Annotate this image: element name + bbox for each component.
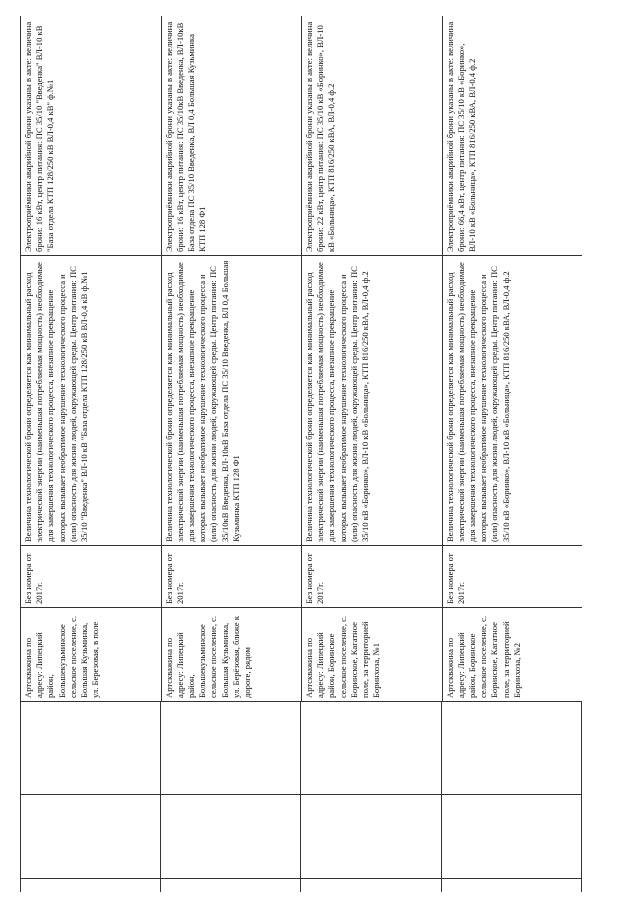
table-border bbox=[581, 702, 582, 892]
table-row bbox=[161, 16, 302, 702]
act-number-cell: Без номера от 2017г. bbox=[21, 546, 162, 608]
reservation-reason-cell: Величина технологической брони определяется как минимальный расход электрической энергии (наименьшая потребляемая мощность) необходимые для завершения технологического процесса, внезапное прекращение которых вызывает необратимое нарушение технологического процесса и (или) опасность для жизни людей, окружающей среды. Центр питания: ПС 35/10 кВ «Боринко», ВЛ-10 кВ «Больница», КТП 816/250 кВА, ВЛ-0,4 ф.2 bbox=[442, 256, 582, 546]
reservation-reason-cell: Величина технологической брони определяется как минимальный расход электрической энергии (наименьшая потребляемая мощность) необходимые для завершения технологического процесса, внезапное прекращение которых вызывает необратимое нарушение технологического процесса и (или) опасность для жизни людей, окружающей среды. Центр питания: ПС 35/10 "Введенка" ВЛ-10 кВ "База отдела КТП 128/250 кВ ВЛ-0,4 кВ ф.№1 bbox=[21, 256, 162, 546]
location-cell: Артскважина по адресу: Липецкий район, Боринское сельское поселение, с. Боринское, Кагатное поле, за территорией Боринхоза, №1 bbox=[302, 608, 443, 702]
table-row bbox=[302, 16, 443, 702]
emergency-reserve-cell: Электроприёмники аварийной брони указаны в акте: величина брони: 16 кВт, центр питания: ПС 35/10кВ Введенка, ВЛ-10кВ База отдела ПС 35/10 Введенка, ВЛ 0,4 Большая Кузьминка КТП 128 Ф1 bbox=[161, 16, 302, 256]
table-rule bbox=[20, 794, 582, 795]
reservation-reason-cell: Величина технологической брони определяется как минимальный расход электрической энергии (наименьшая потребляемая мощность) необходимые для завершения технологического процесса, внезапное прекращение которых вызывает необратимое нарушение технологического процесса и (или) опасность для жизни людей, окружающей среды. Центр питания: ПС 35/10 кВ «Боринко», ВЛ-10 кВ «Больница», КТП 816/250 кВА, ВЛ-0,4 ф.2 bbox=[302, 256, 443, 546]
act-number-cell: Без номера от 2017г. bbox=[302, 546, 443, 608]
rotated-table-region bbox=[20, 16, 582, 702]
reservation-table bbox=[20, 16, 582, 702]
emergency-reserve-cell: Электроприёмники аварийной брони указаны в акте: величина брони: 66,4 кВт, центр питания: ПС 35/10 кВ «Боринко», ВЛ-10 кВ «Больница», КТП 816/250 кВА, ВЛ-0,4 ф.2 bbox=[442, 16, 582, 256]
act-number-cell: Без номера от 2017г. bbox=[161, 546, 302, 608]
table-border bbox=[20, 702, 21, 892]
location-cell: Артскважина по адресу: Липецкий район, Большекузьминское сельское поселение, с. Большая Кузьминка, ул. Березовая, в поле bbox=[21, 608, 162, 702]
table-border bbox=[300, 702, 301, 892]
act-number-cell: Без номера от 2017г. bbox=[442, 546, 582, 608]
table-border bbox=[441, 702, 442, 892]
location-cell: Артскважина по адресу: Липецкий район, Большекузьминское сельское поселение, с. Большая Кузьминка, ул. Берёзовая, ближе к дороге, рядом bbox=[161, 608, 302, 702]
location-cell: Артскважина по адресу: Липецкий район, Боринское сельское поселение, с. Боринское, Кагатное поле, за территорией Боринхоза, №2 bbox=[442, 608, 582, 702]
rotated-page-content bbox=[20, 16, 582, 702]
empty-table-continuation bbox=[20, 702, 582, 892]
table-row bbox=[21, 16, 162, 702]
table-border bbox=[160, 702, 161, 892]
reservation-reason-cell: Величина технологической брони определяется как минимальный расход электрической энергии (наименьшая потребляемая мощность) необходимые для завершения технологического процесса, внезапное прекращение которых вызывает необратимое нарушение технологического процесса и (или) опасность для жизни людей, окружающей среды. Центр питания: ПС 35/10кВ Введенка, ВЛ-10кВ База отдела ПС 35/10 Введенка, ВЛ 0,4 Большая Кузьминка КТП 128 Ф1 bbox=[161, 256, 302, 546]
emergency-reserve-cell: Электроприёмники аварийной брони указаны в акте: величина брони: 16 кВт, центр питания: ПС 35/10 "Введенка" ВЛ-10 кВ "База отдела КТП 128/250 кВ ВЛ-0,4 кВ" ф.№1 bbox=[21, 16, 162, 256]
table-rule bbox=[20, 878, 582, 879]
table-row bbox=[442, 16, 582, 702]
emergency-reserve-cell: Электроприёмники аварийной брони указаны в акте: величина брони: 22 кВт, центр питания: ПС 35/10 кВ «Боринко», ВЛ-10 кВ «Больница», КТП 816/250 кВА, ВЛ-0,4 ф.2 bbox=[302, 16, 443, 256]
